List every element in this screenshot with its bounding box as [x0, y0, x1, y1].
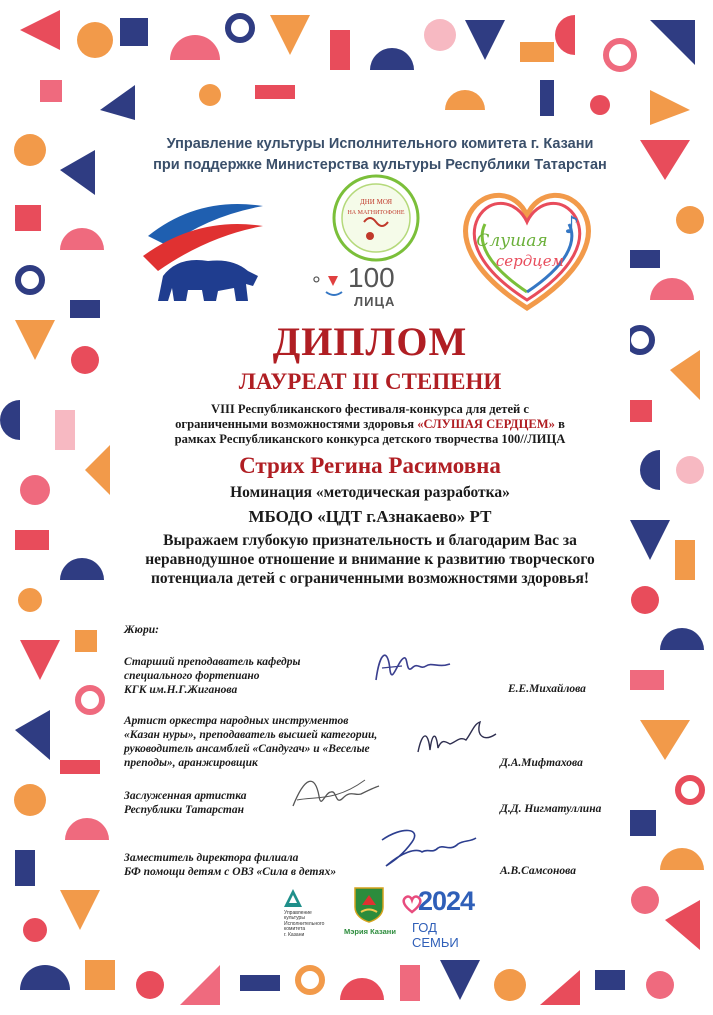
jury-3-title-line: Заслуженная артистка: [124, 790, 247, 802]
jury-member-4-name: А.В.Самсонова: [500, 865, 576, 877]
svg-text:♪: ♪: [564, 211, 580, 239]
circle-logo-line-1: ДНИ МОЯ: [359, 198, 393, 206]
heart-logo-line-1: Слушая: [476, 231, 548, 251]
laureate-degree: ЛАУРЕАТ III СТЕПЕНИ: [238, 369, 502, 394]
jury-member-1-name: Е.Е.Михайлова: [508, 683, 586, 695]
festival-circle-logo: [330, 172, 422, 264]
jury-2-title-line: Артист оркестра народных инструментов: [124, 715, 349, 727]
hundred-faces-logo: [306, 262, 426, 314]
recipient-organization: МБОДО «ЦДТ г.Азнакаево» РТ: [248, 507, 492, 526]
festival-line-2: [115, 417, 625, 432]
festival-line-3: рамках Республиканского конкурса детского творчества 100//ЛИЦА: [174, 432, 566, 446]
festival-line-1: VIII Республиканского фестиваля-конкурса для детей с: [210, 402, 530, 416]
jury-3-title-line: Республики Татарстан: [124, 804, 245, 816]
jury-2-title-line: руководитель ансамблей «Сандугач» и «Веселые: [124, 743, 370, 755]
year-number: 2024: [418, 886, 475, 916]
recipient-name: Стрих Регина Расимовна: [239, 453, 501, 478]
jury-member-3-name: Д.Д. Нигматуллина: [500, 803, 602, 815]
festival-line-2-end: в: [554, 417, 565, 431]
kazan-mayor-label: Мэрия Казани: [344, 927, 396, 936]
signature-4: [372, 822, 482, 876]
culture-logo-line: комитета: [284, 926, 306, 933]
jury-1-title-line: специального фортепиано: [124, 670, 260, 682]
signature-1: [368, 640, 458, 690]
jury-label: Жюри:: [124, 624, 159, 636]
signature-2: [412, 712, 502, 764]
year-of-family-logo: [402, 886, 482, 950]
festival-description: [115, 402, 625, 447]
year-label: ГОД СЕМЬИ: [412, 920, 459, 950]
jury-2-title-line: «Казан нуры», преподаватель высшей категории,: [124, 729, 378, 741]
culture-logo-line: г. Казани: [284, 931, 305, 938]
gratitude-line-2: неравнодушное отношение и внимание к развитию творческого: [145, 551, 595, 568]
culture-logo-line: культуры: [284, 915, 305, 922]
jury-4-title-line: БФ помощи детям с ОВЗ «Сила в детях»: [124, 866, 337, 878]
circle-logo-line-2: НА МАГНИТОФОНЕ: [347, 210, 405, 216]
kazan-mayor-logo: [340, 885, 400, 945]
organizer-line-1: Управление культуры Исполнительного комитета г. Казани: [166, 136, 594, 152]
hundred-label: ЛИЦА: [354, 294, 396, 309]
jury-2-title-line: преподы», аранжировщик: [124, 757, 258, 769]
festival-name: «СЛУШАЯ СЕРДЦЕМ»: [417, 417, 555, 431]
gratitude-line-3: потенциала детей с ограниченными возможностями здоровья!: [150, 570, 590, 587]
gratitude-text: [110, 531, 630, 588]
festival-line-2-start: ограниченными возможностями здоровья: [175, 417, 418, 431]
nomination: Номинация «методическая разработка»: [230, 484, 510, 501]
culture-department-logo: [280, 887, 340, 943]
jury-member-2-name: Д.А.Мифтахова: [500, 757, 583, 769]
heart-logo-line-2: сердцем: [495, 252, 565, 270]
hundred-number: 100: [348, 262, 395, 293]
culture-logo-line: Управление: [284, 910, 312, 916]
jury-member-2-title: [124, 714, 434, 770]
diploma-title: ДИПЛОМ: [272, 319, 468, 364]
organizer-line-2: при поддержке Министерства культуры Республики Татарстан: [153, 157, 607, 173]
signature-3: [285, 766, 385, 822]
gratitude-line-1: Выражаем глубокую признательность и благодарим Вас за: [163, 532, 577, 549]
jury-1-title-line: КГК им.Н.Г.Жиганова: [124, 684, 238, 696]
jury-1-title-line: Старший преподаватель кафедры: [124, 656, 301, 668]
heart-logo: [452, 178, 602, 320]
jury-4-title-line: Заместитель директора филиала: [124, 852, 299, 864]
organizer-header: [100, 134, 660, 176]
svg-text:°: °: [312, 272, 321, 297]
party-bear-logo: [138, 196, 268, 316]
culture-logo-line: Исполнительного: [284, 920, 325, 927]
